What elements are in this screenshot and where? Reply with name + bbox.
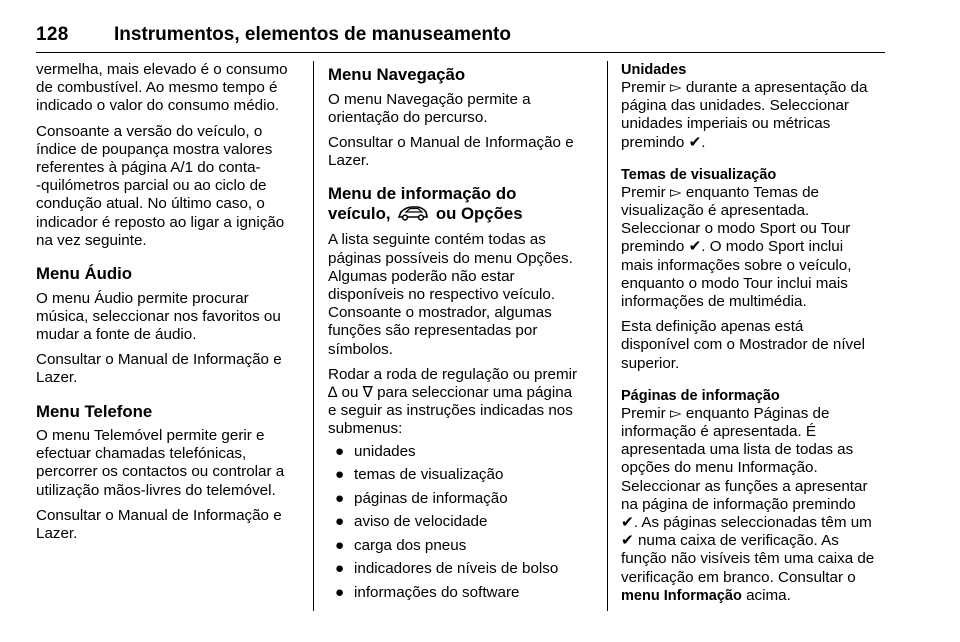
page-title: Instrumentos, elementos de manuseamento [114, 24, 511, 45]
page-number: 128 [36, 24, 69, 45]
display-themes-heading: Temas de visualização [621, 166, 777, 183]
column-divider-2 [607, 61, 608, 611]
audio-menu-reference: Consultar o Manual de Informação e Lazer. [36, 351, 282, 387]
phone-menu-heading: Menu Telefone [36, 401, 153, 421]
phone-menu-reference: Consultar o Manual de Informação e Lazer. [36, 506, 282, 543]
display-themes-note: Esta definição apenas está disponível com o Mostrador de nível superior. [621, 318, 865, 372]
info-pages-paragraph: Premir ▻ enquanto Páginas de informação é apresentada. É apresentada uma lista de todas as opções do menu Informação. Seleccionar as funções a apresentar na página de informação premindo ✔. As páginas seleccionadas têm um ✔ numa caixa de verificação. As função não visíveis têm uma caixa de verificação em branco. Consultar o menu Informação acima. [621, 404, 875, 604]
audio-menu-paragraph: O menu Áudio permite procurar música, seleccionar nos favoritos ou mudar a fonte de áudio. [36, 289, 281, 343]
down-icon: ∇ [362, 383, 373, 401]
list-item: ● temas de visualização [335, 466, 504, 484]
bullet-icon: ● [335, 560, 345, 578]
navigation-menu-reference: Consultar o Manual de Informação e Lazer. [328, 133, 574, 170]
column-2 [328, 61, 598, 607]
list-item: ● informações do software [335, 583, 520, 601]
play-icon: ▻ [669, 79, 682, 96]
submenu-list [328, 443, 598, 608]
audio-menu-heading: Menu Áudio [36, 264, 133, 284]
play-icon: ▻ [669, 183, 682, 201]
car-icon [397, 205, 429, 226]
bullet-icon: ● [335, 442, 345, 460]
up-icon: ∆ [328, 383, 338, 401]
check-icon: ✔ [621, 532, 634, 550]
list-item: ● indicadores de níveis de bolso [335, 560, 559, 578]
page-header [36, 24, 885, 50]
options-list-paragraph: A lista seguinte contém todas as páginas possíveis do menu Opções. Algumas poderão não estar disponíveis no respectivo veículo. Consoante o mostrador, algumas funções são representadas por símbolos. [328, 231, 573, 358]
display-themes-paragraph: Premir ▻ enquanto Temas de visualização é apresentada. Seleccionar o modo Sport ou Tour premindo ✔. O modo Sport inclui mais informações sobre o veículo, enquanto o modo Tour inclui mais informações de multimédia. [621, 183, 852, 311]
info-pages-heading: Páginas de informação [621, 387, 780, 404]
info-menu-reference: menu Informação [621, 587, 742, 604]
units-paragraph: Premir ▻ durante a apresentação da página das unidades. Seleccionar unidades imperiais ou métricas premindo ✔. [621, 79, 868, 151]
bullet-icon: ● [335, 489, 345, 507]
bullet-icon: ● [335, 513, 345, 531]
vehicle-info-menu-heading: Menu de informação do veículo, ou Opções [328, 184, 598, 225]
list-item: ● aviso de velocidade [335, 513, 488, 531]
adjust-wheel-paragraph: Rodar a roda de regulação ou premir ∆ ou ∇ para seleccionar uma página e seguir as instruções indicadas nos submenus: [328, 365, 578, 438]
phone-menu-paragraph: O menu Telemóvel permite gerir e efectuar chamadas telefónicas, percorrer os contactos ou controlar a utilização mãos-livres do telemóvel. [36, 427, 285, 499]
economy-paragraph: Consoante a versão do veículo, o índice de poupança mostra valores referentes à página A/1 do conta- -quilómetros parcial ou ao ciclo de condução atual. No último caso, o indicador é reposto ao ligar a ignição na vez seguinte. [36, 122, 285, 249]
check-icon: ✔ [621, 514, 634, 532]
column-divider-1 [313, 61, 314, 611]
list-item: ● carga dos pneus [335, 536, 467, 554]
list-item: ● páginas de informação [335, 489, 508, 507]
list-item: ● unidades [335, 442, 416, 460]
column-1 [36, 61, 302, 550]
navigation-menu-paragraph: O menu Navegação permite a orientação do percurso. [328, 90, 531, 126]
check-icon: ✔ [688, 133, 702, 151]
units-heading: Unidades [621, 62, 687, 78]
column-3 [621, 61, 889, 612]
bullet-icon: ● [335, 536, 345, 554]
check-icon: ✔ [688, 238, 702, 256]
header-divider [36, 52, 885, 53]
play-icon: ▻ [669, 404, 682, 422]
bullet-icon: ● [335, 583, 345, 601]
consumption-paragraph: vermelha, mais elevado é o consumo de combustível. Ao mesmo tempo é indicado o valor do consumo médio. [36, 61, 288, 115]
navigation-menu-heading: Menu Navegação [328, 65, 466, 84]
bullet-icon: ● [335, 466, 345, 484]
